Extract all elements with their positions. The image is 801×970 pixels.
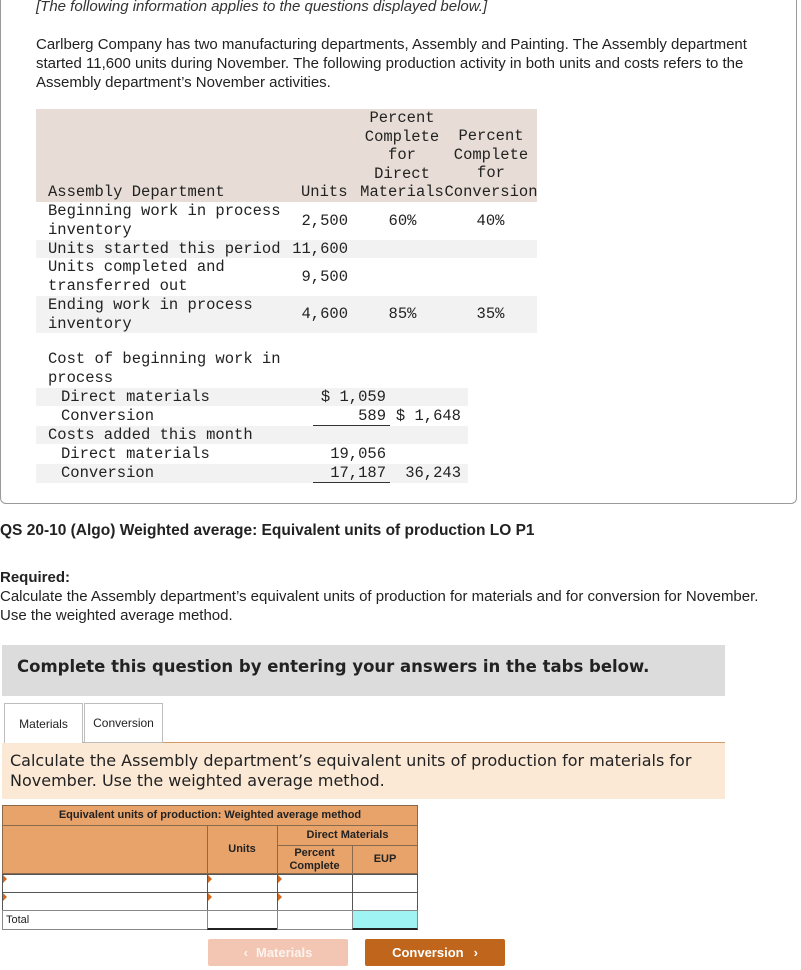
beginning-mat-pct: 60% <box>388 212 417 230</box>
units-input[interactable] <box>207 874 278 893</box>
ending-units: 4,600 <box>301 305 348 323</box>
next-button-label: Conversion <box>392 945 464 960</box>
header-divider <box>2 825 418 826</box>
added-conv-value: 17,187 <box>330 464 386 482</box>
input-marker <box>208 893 212 901</box>
complete-banner-text: Complete this question by entering your answers in the tabs below. <box>17 657 650 676</box>
dept-header: Assembly Department <box>48 183 225 201</box>
row-beginning-wip-label: Beginning work in process inventory <box>48 202 281 239</box>
total-percent-cell <box>277 910 353 930</box>
units-completed: 9,500 <box>301 268 348 286</box>
dm-cost-label: Direct materials <box>61 388 210 406</box>
input-marker <box>208 875 212 883</box>
added-dm-value: 19,056 <box>330 445 386 463</box>
row-label-input[interactable] <box>2 892 208 911</box>
beginning-conv-pct: 40% <box>476 212 505 230</box>
added-cost-label: Costs added this month <box>48 426 253 444</box>
header-divider <box>277 845 418 846</box>
total-units-cell <box>207 910 278 930</box>
percent-complete-header: Percent Complete <box>289 847 340 872</box>
row-label-input[interactable] <box>2 874 208 893</box>
added-dm-label: Direct materials <box>61 445 210 463</box>
eup-input[interactable] <box>352 892 418 911</box>
prev-button-label: Materials <box>255 945 313 960</box>
ending-mat-pct: 85% <box>388 305 417 323</box>
beginning-units: 2,500 <box>301 212 348 230</box>
beginning-cost-label: Cost of beginning work in process <box>48 350 281 387</box>
chevron-left-icon: ‹ <box>243 945 248 960</box>
eup-input[interactable] <box>352 874 418 893</box>
beginning-cost-total: $ 1,648 <box>395 407 461 425</box>
units-input[interactable] <box>207 892 278 911</box>
direct-materials-header: Direct Materials <box>306 829 389 841</box>
required-text: Calculate the Assembly department’s equivalent units of production for materials and for conversion for November. Use the weighted average method. <box>0 588 759 624</box>
question-title: QS 20-10 (Algo) Weighted average: Equivalent units of production LO P1 <box>0 522 535 539</box>
ending-conv-pct: 35% <box>476 305 505 323</box>
instruction-text: Calculate the Assembly department’s equivalent units of production for materials for November. Use the weighted average method. <box>10 751 692 790</box>
next-button[interactable] <box>365 939 505 966</box>
subtotal-rule <box>313 425 390 426</box>
dm-cost-value: $ 1,059 <box>320 388 386 406</box>
conv-cost-label: Conversion <box>61 407 155 425</box>
input-marker <box>278 893 282 901</box>
units-header: Units <box>301 183 348 201</box>
intro-paragraph: Carlberg Company has two manufacturing departments, Assembly and Painting. The Assembly department started 11,600 units during November. The following production activity in both units and costs refers to the Assembly department’s November activities. <box>36 36 747 91</box>
conv-cost-value: 589 <box>358 407 386 425</box>
materials-col-header: Percent Complete for Direct Materials <box>360 109 444 201</box>
percent-input[interactable] <box>277 892 353 911</box>
eup-col-header: EUP <box>373 853 397 865</box>
info-note: [The following information applies to the questions displayed below.] <box>36 0 488 15</box>
total-label: Total <box>6 914 30 926</box>
tab-conversion[interactable]: Conversion <box>84 703 163 743</box>
row-ending-wip-label: Ending work in process inventory <box>48 296 253 333</box>
percent-input[interactable] <box>277 874 353 893</box>
row-units-started-label: Units started this period <box>48 240 281 258</box>
total-eup-cell <box>352 910 418 930</box>
required-label: Required: <box>0 569 71 586</box>
input-marker <box>3 875 7 883</box>
units-col-header: Units <box>228 843 256 855</box>
input-marker <box>278 875 282 883</box>
prev-button[interactable] <box>208 939 348 966</box>
added-cost-total: 36,243 <box>405 464 461 482</box>
answer-table-title: Equivalent units of production: Weighted average method <box>58 809 362 821</box>
input-marker <box>3 893 7 901</box>
chevron-right-icon: › <box>473 945 478 960</box>
subtotal-rule <box>313 482 390 483</box>
conversion-col-header: Percent Complete for Conversion <box>444 127 538 201</box>
row-completed-label: Units completed and transferred out <box>48 258 225 295</box>
added-conv-label: Conversion <box>61 464 155 482</box>
units-started: 11,600 <box>292 240 348 258</box>
tab-materials[interactable]: Materials <box>4 703 83 744</box>
